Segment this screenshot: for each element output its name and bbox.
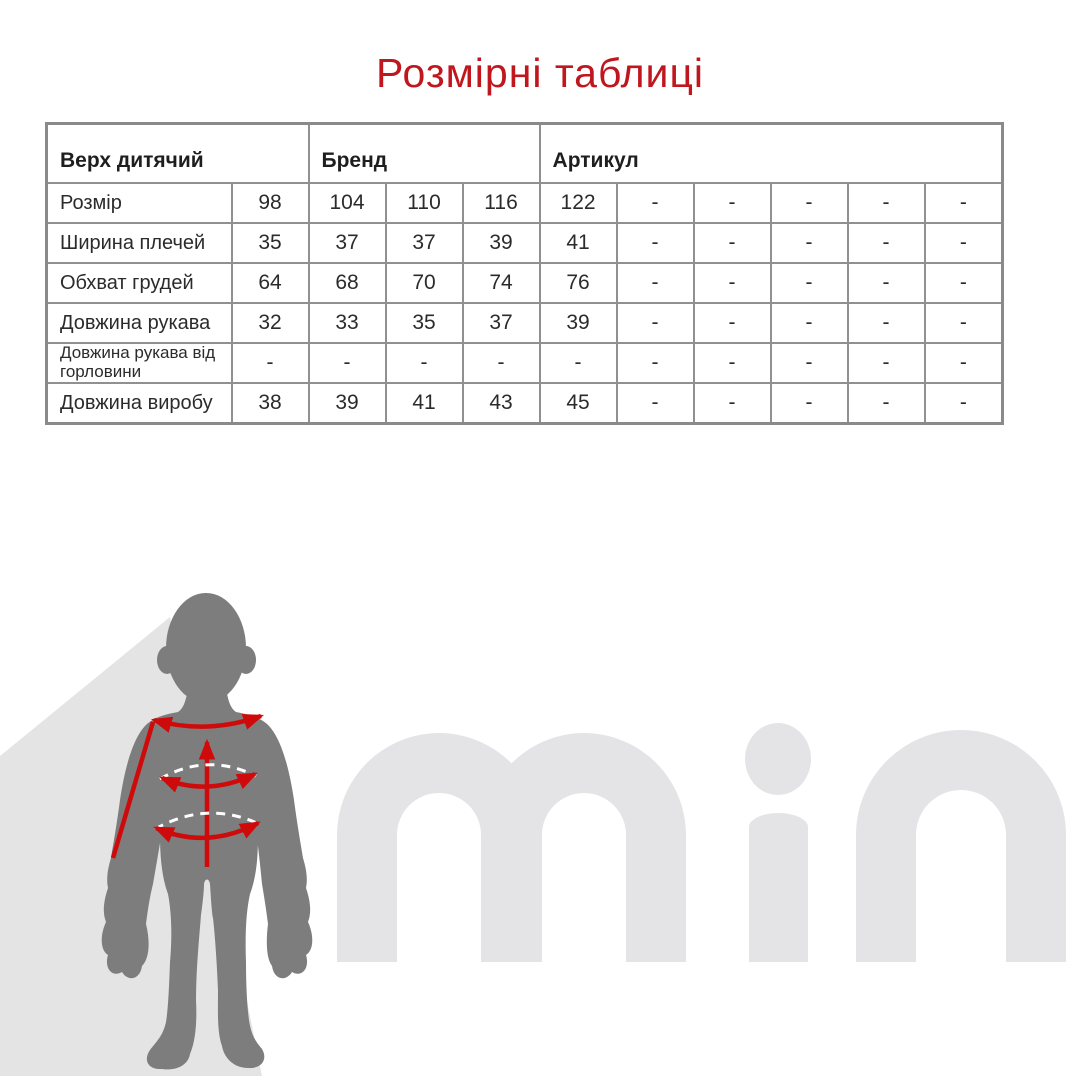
row-value: - (771, 383, 848, 424)
row-value: - (848, 383, 925, 424)
row-value: - (848, 263, 925, 303)
row-value: 35 (386, 303, 463, 343)
row-label: Довжина рукава від горловини (47, 343, 232, 383)
row-value: - (694, 183, 771, 223)
row-value: - (617, 223, 694, 263)
sku-header: Артикул (540, 124, 1003, 184)
row-value: 39 (309, 383, 386, 424)
row-value: - (771, 343, 848, 383)
row-value: 41 (540, 223, 617, 263)
row-value: 74 (463, 263, 540, 303)
row-value: - (925, 263, 1003, 303)
row-value: - (848, 343, 925, 383)
row-value: - (694, 303, 771, 343)
row-value: - (925, 223, 1003, 263)
row-label: Розмір (47, 183, 232, 223)
watermark-letter-n (856, 730, 1066, 962)
watermark-letter-m (337, 733, 686, 962)
row-value: - (309, 343, 386, 383)
row-value: - (848, 183, 925, 223)
row-value: - (694, 343, 771, 383)
row-value: - (694, 263, 771, 303)
row-value: - (617, 263, 694, 303)
row-value: - (617, 383, 694, 424)
row-value: 45 (540, 383, 617, 424)
row-value: 37 (386, 223, 463, 263)
row-value: 37 (463, 303, 540, 343)
row-value: 35 (232, 223, 309, 263)
row-value: 122 (540, 183, 617, 223)
row-value: 64 (232, 263, 309, 303)
row-value: 38 (232, 383, 309, 424)
page-title: Розмірні таблиці (375, 50, 705, 96)
silhouette-head (166, 593, 246, 703)
row-value: - (771, 223, 848, 263)
row-value: - (925, 303, 1003, 343)
watermark-min (337, 723, 1066, 962)
row-value: 104 (309, 183, 386, 223)
row-value: 41 (386, 383, 463, 424)
row-label: Обхват грудей (47, 263, 232, 303)
row-value: - (617, 303, 694, 343)
row-value: 43 (463, 383, 540, 424)
row-value: - (386, 343, 463, 383)
row-value: - (848, 303, 925, 343)
row-value: - (463, 343, 540, 383)
row-value: 116 (463, 183, 540, 223)
row-value: - (617, 343, 694, 383)
row-value: 68 (309, 263, 386, 303)
row-value: 98 (232, 183, 309, 223)
row-value: 76 (540, 263, 617, 303)
row-label: Довжина виробу (47, 383, 232, 424)
row-value: 32 (232, 303, 309, 343)
watermark-letter-i (745, 723, 811, 962)
row-value: 39 (540, 303, 617, 343)
row-value: 33 (309, 303, 386, 343)
row-value: - (925, 383, 1003, 424)
row-value: 39 (463, 223, 540, 263)
row-value: - (771, 303, 848, 343)
row-value: - (694, 383, 771, 424)
row-value: - (925, 183, 1003, 223)
row-label: Довжина рукава (47, 303, 232, 343)
row-value: 37 (309, 223, 386, 263)
row-value: - (925, 343, 1003, 383)
row-label: Ширина плечей (47, 223, 232, 263)
row-value: 70 (386, 263, 463, 303)
row-value: - (771, 263, 848, 303)
row-value: - (617, 183, 694, 223)
row-value: - (694, 223, 771, 263)
brand-header: Бренд (309, 124, 540, 184)
product-type-header: Верх дитячий (47, 124, 309, 184)
row-value: - (771, 183, 848, 223)
row-value: 110 (386, 183, 463, 223)
row-value: - (232, 343, 309, 383)
row-value: - (540, 343, 617, 383)
row-value: - (848, 223, 925, 263)
